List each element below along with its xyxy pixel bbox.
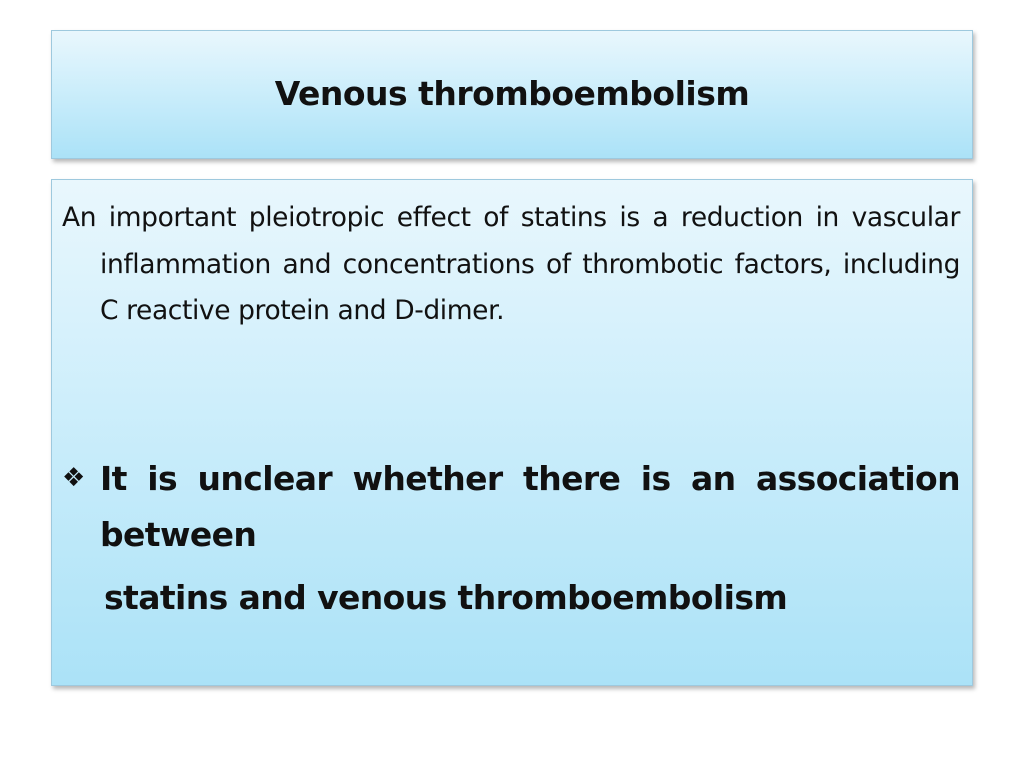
diamond-bullet-icon: ❖ xyxy=(62,463,85,493)
bullet-text: It is unclear whether there is an association between xyxy=(100,459,960,554)
title-panel xyxy=(51,30,973,159)
bullet-continuation: statins and venous thromboembolism xyxy=(104,578,788,617)
body-paragraph: An important pleiotropic effect of statins is a reduction in vascular inflammation and concentrations of thrombotic factors, including C reactive protein and D-dimer. xyxy=(62,202,960,326)
slide-title: Venous thromboembolism xyxy=(274,74,750,113)
bullet-item xyxy=(62,450,960,563)
